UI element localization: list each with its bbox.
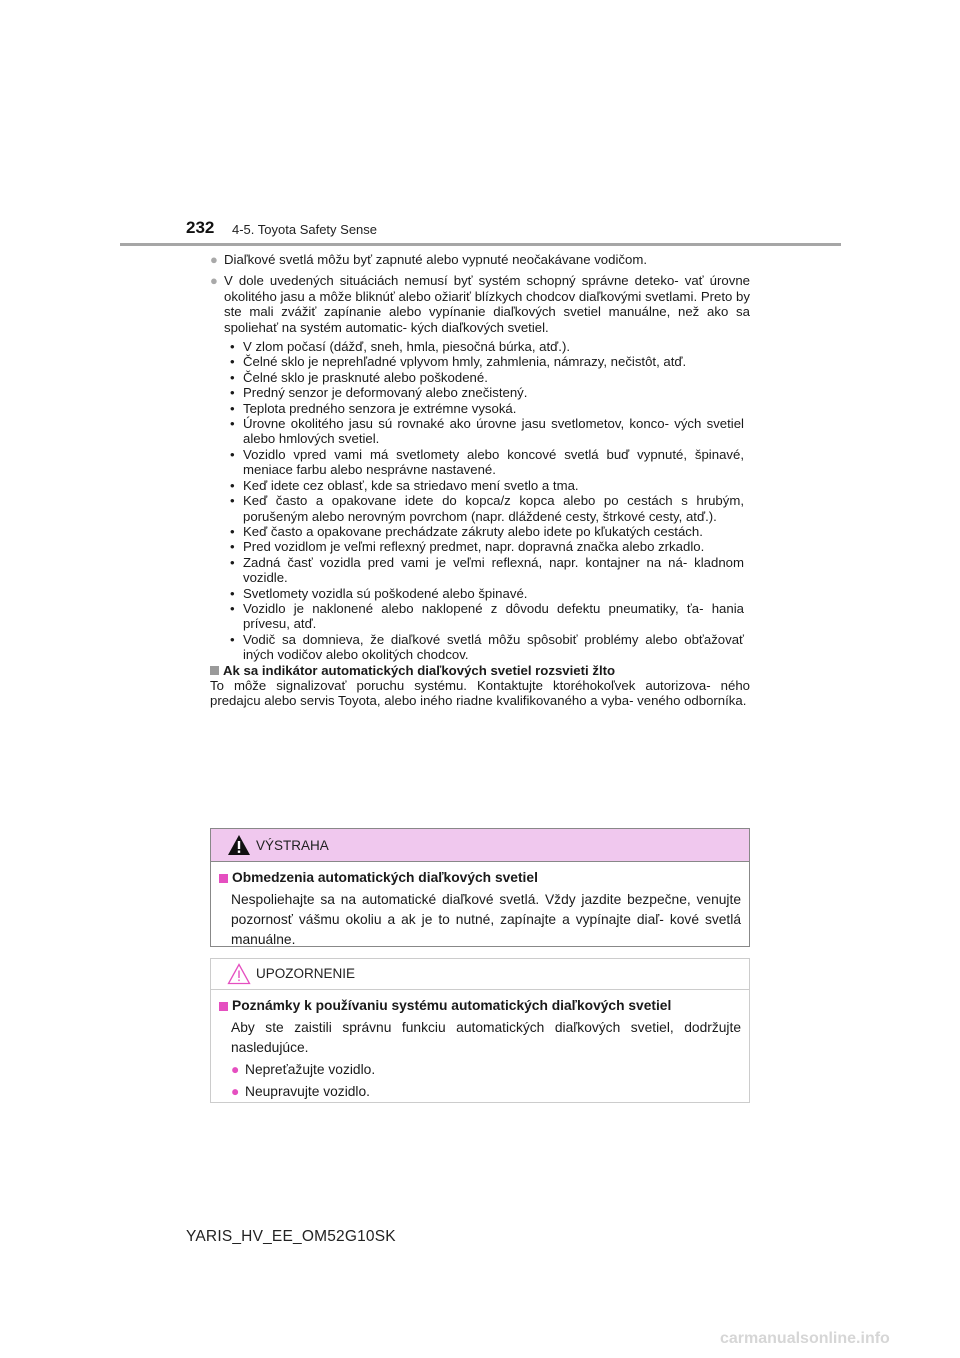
list-item: • Čelné sklo je prasknuté alebo poškodené. bbox=[230, 369, 488, 385]
bullet-dot-icon: ● bbox=[210, 273, 218, 289]
notice-item: ● Neupravujte vozidlo. bbox=[219, 1082, 741, 1102]
square-bullet-icon bbox=[219, 874, 228, 883]
list-item: • Úrovne okolitého jasu sú rovnaké ako úrovne jasu svetlometov, konco- vých svetiel alebo hmlových svetiel. bbox=[230, 416, 744, 447]
section-title: 4-5. Toyota Safety Sense bbox=[232, 222, 378, 237]
warning-box bbox=[210, 828, 750, 947]
square-bullet-icon bbox=[210, 666, 219, 675]
bullet-dot-icon: ● bbox=[231, 1062, 240, 1077]
list-item: • Zadná časť vozidla pred vami je veľmi reflexná, napr. kontajner na ná- kladnom vozidle. bbox=[230, 554, 744, 586]
header-rule bbox=[120, 243, 841, 246]
warning-header bbox=[211, 829, 749, 862]
indicator-text: To môže signalizovať poruchu systému. Kontaktujte ktoréhokoľvek autorizova- ného predajcu alebo servis Toyota, alebo iného riadne kvalifikovaného a vyba- veného odborníka. bbox=[210, 677, 750, 709]
list-item: • Vodič sa domnieva, že diaľkové svetlá môžu spôsobiť problémy alebo obťažovať iných vodičov alebo okolitých chodcov. bbox=[230, 631, 744, 663]
list-item: • Čelné sklo je neprehľadné vplyvom hmly, zahmlenia, námrazy, nečistôt, atď. bbox=[230, 354, 687, 370]
situation-list bbox=[210, 339, 750, 663]
notice-heading: Poznámky k používaniu systému automatických diaľkových svetiel bbox=[219, 996, 741, 1016]
warning-triangle-icon bbox=[227, 834, 251, 856]
warning-text: Nespoliehajte sa na automatické diaľkové svetlá. Vždy jazdite bezpečne, venujte pozornosť vášmu okoliu a ak je to nutné, zapínajte a vypínajte diaľ- kové svetlá manuálne. bbox=[231, 892, 741, 947]
caution-triangle-icon bbox=[227, 963, 251, 985]
bullet-dot-icon: ● bbox=[231, 1084, 240, 1099]
bullet-text: V dole uvedených situáciách nemusí byť systém schopný správne deteko- vať úrovne okolitého jasu a môže bliknúť alebo ožiariť blízkych chodcov diaľkovými svetlami. Preto by ste mali zvážiť zapínanie alebo vypínanie diaľkových svetiel manuálne, než ako sa spoliehať na systém automatic- kých diaľkových svetiel. bbox=[224, 273, 750, 335]
bullet-text: Diaľkové svetlá môžu byť zapnuté alebo vypnuté neočakávane vodičom. bbox=[224, 252, 647, 267]
list-item: • Keď idete cez oblasť, kde sa striedavo mení svetlo a tma. bbox=[230, 477, 579, 493]
footer-code: YARIS_HV_EE_OM52G10SK bbox=[186, 1228, 396, 1245]
indicator-heading: Ak sa indikátor automatických diaľkových svetiel rozsvieti žlto bbox=[210, 663, 750, 678]
list-item: • Vozidlo je naklonené alebo naklopené z dôvodu defektu pneumatiky, ťa- hania prívesu, atď. bbox=[230, 600, 744, 632]
notice-box bbox=[210, 958, 750, 1103]
bullet-item bbox=[210, 252, 750, 267]
warning-heading: Obmedzenia automatických diaľkových svetiel bbox=[219, 868, 741, 888]
list-item: • Teplota predného senzora je extrémne vysoká. bbox=[230, 400, 517, 416]
square-bullet-icon bbox=[219, 1002, 228, 1011]
notice-item: ● Nepreťažujte vozidlo. bbox=[219, 1060, 741, 1080]
main-content bbox=[210, 252, 750, 709]
list-item: • Vozidlo vpred vami má svetlomety alebo koncové svetlá buď vypnuté, špinavé, meniace farbu alebo nesprávne nastavené. bbox=[230, 446, 744, 478]
list-item: • Svetlomety vozidla sú poškodené alebo špinavé. bbox=[230, 585, 528, 601]
list-item: • Keď často a opakovane idete do kopca/z kopca alebo po cestách s hrubým, porušeným alebo nerovným povrchom (napr. dláždené cesty, štrkové cesty, atď.). bbox=[230, 493, 744, 524]
notice-title: UPOZORNENIE bbox=[256, 966, 356, 981]
notice-text: Aby ste zaistili správnu funkciu automatických diaľkových svetiel, dodržujte nasledujúce. bbox=[231, 1020, 741, 1055]
warning-title: VÝSTRAHA bbox=[256, 838, 329, 853]
page-number: 232 bbox=[186, 218, 215, 237]
list-item: • V zlom počasí (dážď, sneh, hmla, piesočná búrka, atď.). bbox=[230, 339, 571, 355]
notice-header bbox=[211, 959, 749, 990]
list-item: • Pred vozidlom je veľmi reflexný predmet, napr. dopravná značka alebo zrkadlo. bbox=[230, 539, 705, 555]
list-item: • Predný senzor je deformovaný alebo znečistený. bbox=[230, 385, 528, 401]
bullet-dot-icon: ● bbox=[210, 252, 218, 267]
watermark[interactable]: carmanualsonline.info bbox=[720, 1330, 890, 1347]
bullet-item bbox=[210, 273, 750, 335]
list-item: • Keď často a opakovane prechádzate zákruty alebo idete po kľukatých cestách. bbox=[230, 523, 703, 539]
